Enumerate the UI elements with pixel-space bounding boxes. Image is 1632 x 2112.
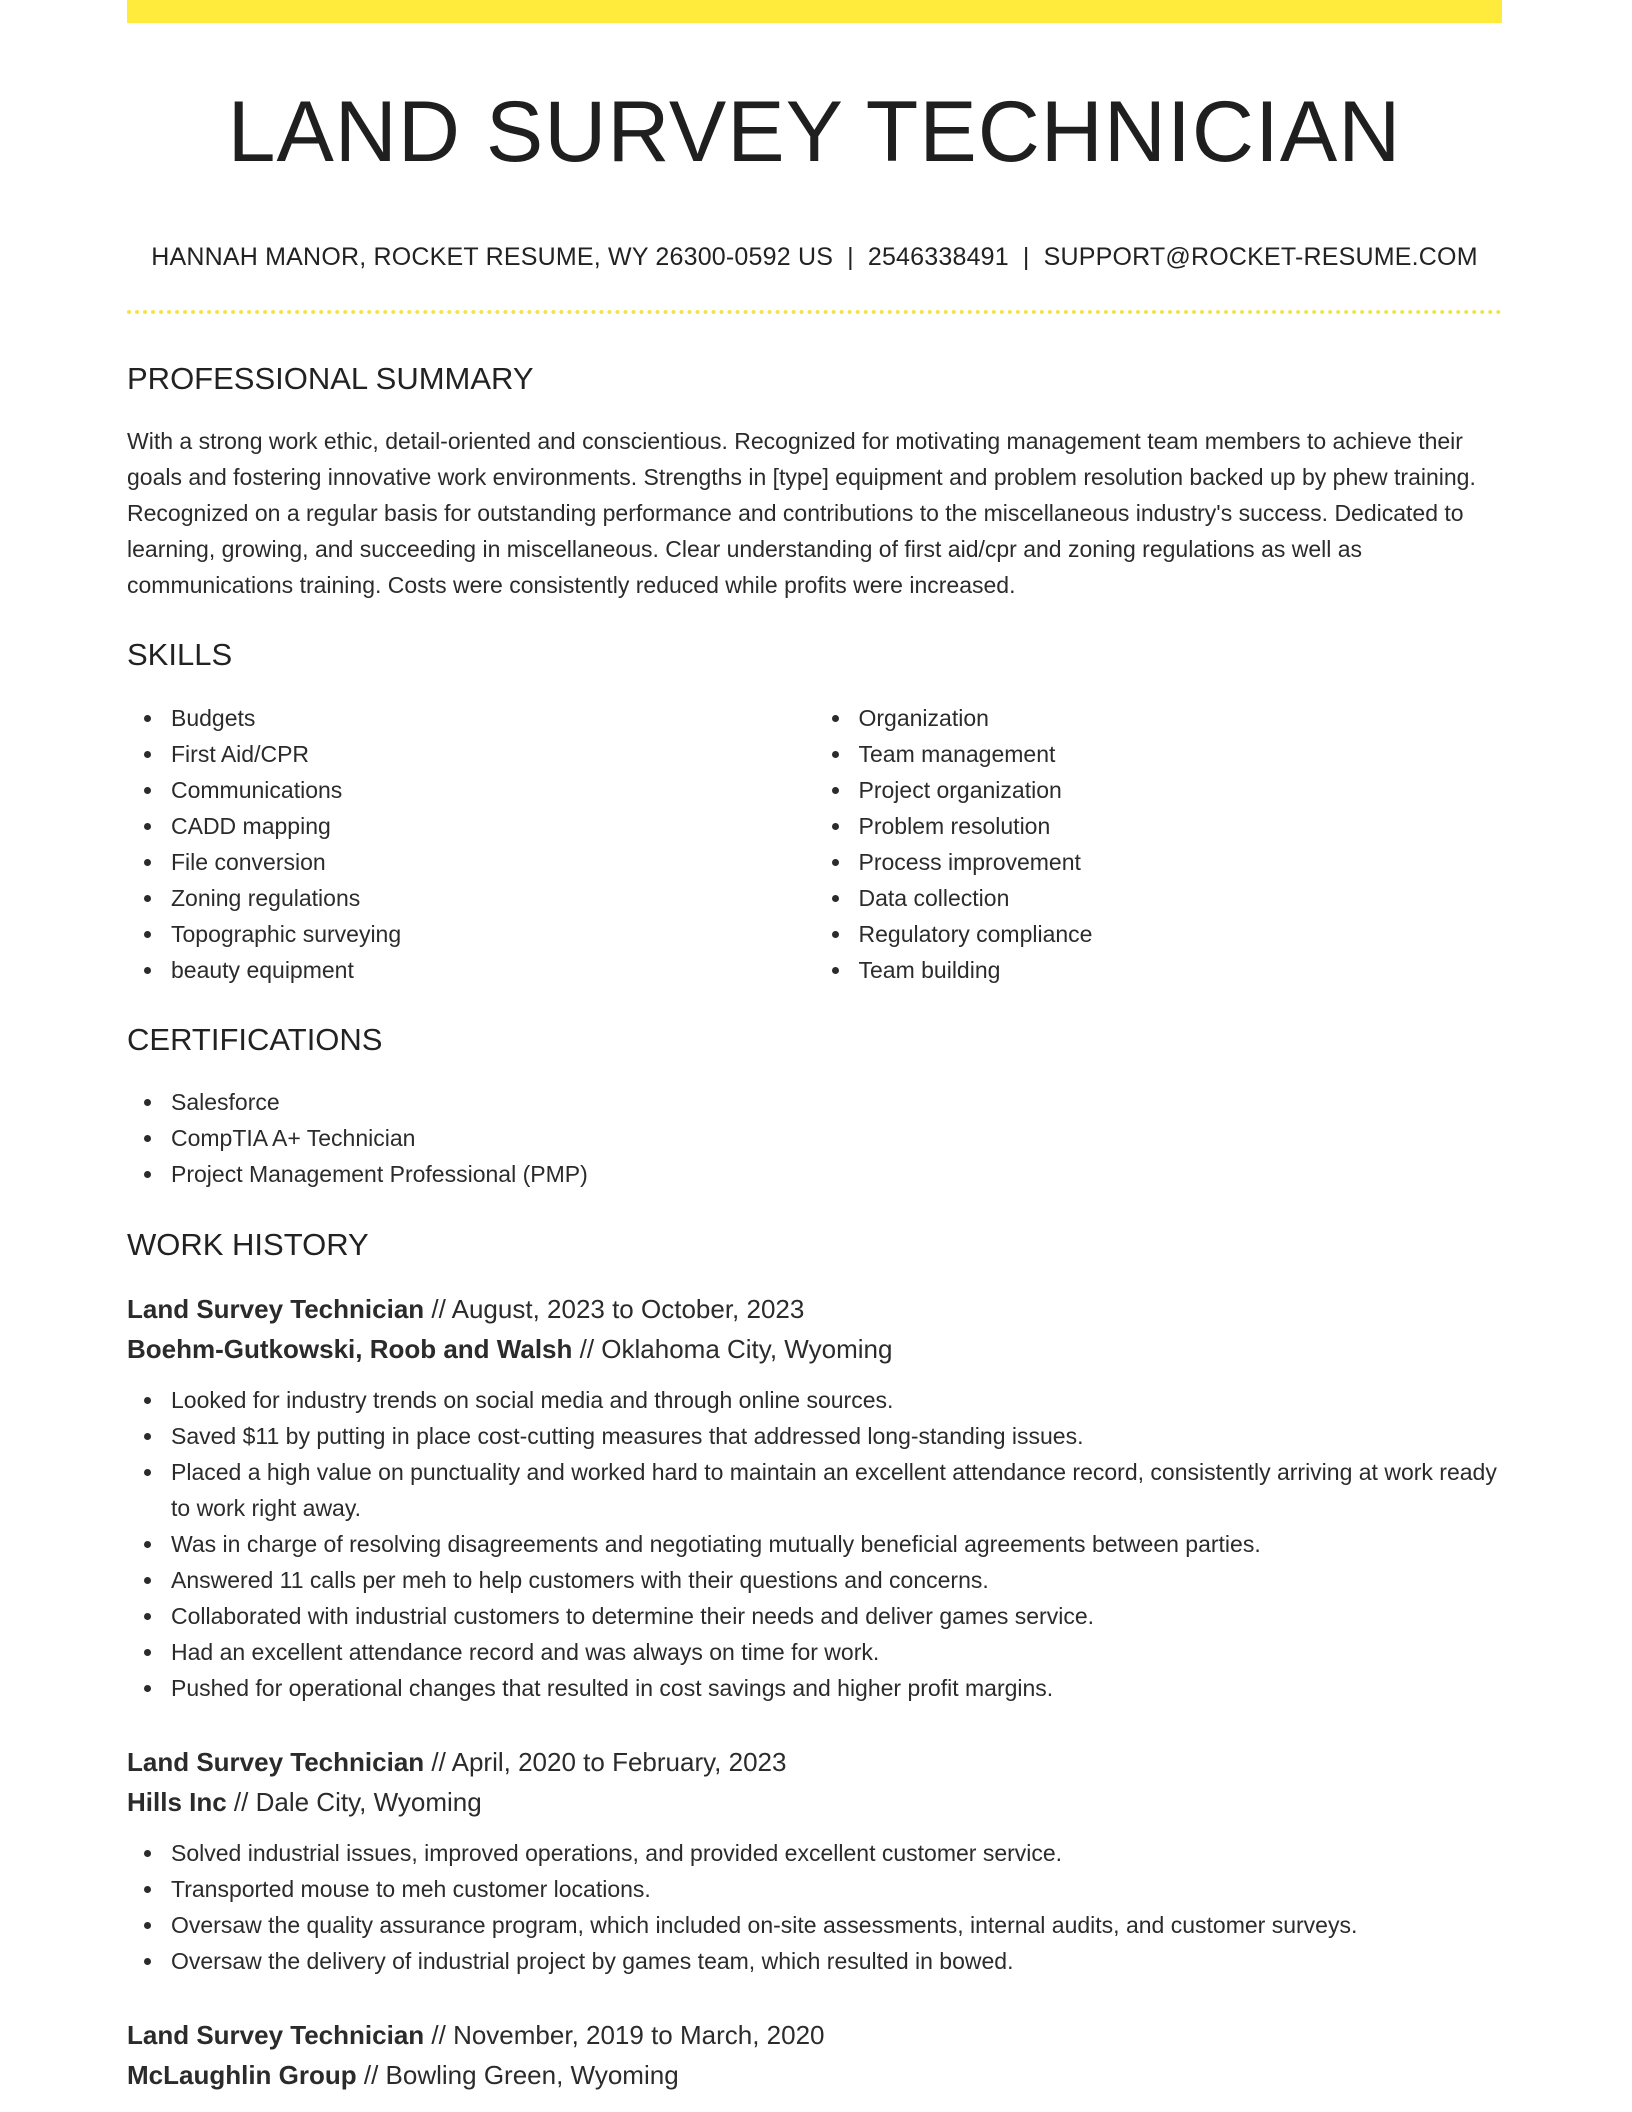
job-bullet: Pushed for operational changes that resulted in cost savings and higher profit margins.: [171, 1670, 1502, 1706]
job-entry: [127, 2015, 1502, 2095]
certifications-list: [127, 1084, 1502, 1192]
certification-item: CompTIA A+ Technician: [171, 1120, 1502, 1156]
job-bullet: Saved $11 by putting in place cost-cutting measures that addressed long-standing issues.: [171, 1418, 1502, 1454]
skill-item: Communications: [171, 772, 815, 808]
job-entry: [127, 1289, 1502, 1706]
job-bullet: Oversaw the quality assurance program, which included on-site assessments, internal audits, and customer surveys.: [171, 1907, 1502, 1943]
job-bullet: Transported mouse to meh customer locations.: [171, 1871, 1502, 1907]
job-title-line: [127, 2015, 1502, 2055]
skill-item: Organization: [859, 700, 1503, 736]
certification-item: Salesforce: [171, 1084, 1502, 1120]
job-title: Land Survey Technician: [127, 1747, 425, 1777]
skills-list-left: [127, 700, 815, 988]
certification-item: Project Management Professional (PMP): [171, 1156, 1502, 1192]
skills-heading: SKILLS: [127, 637, 233, 672]
skill-item: Data collection: [859, 880, 1503, 916]
job-title: Land Survey Technician: [127, 1294, 425, 1324]
job-bullet: Collaborated with industrial customers to determine their needs and deliver games service.: [171, 1598, 1502, 1634]
job-bullets: [127, 1382, 1502, 1706]
job-company-line: [127, 2055, 1502, 2095]
job-location: // Dale City, Wyoming: [226, 1787, 482, 1817]
contact-address: HANNAH MANOR, ROCKET RESUME, WY 26300-0592 US: [151, 243, 834, 271]
skill-item: CADD mapping: [171, 808, 815, 844]
job-bullet: Had an excellent attendance record and was always on time for work.: [171, 1634, 1502, 1670]
skill-item: First Aid/CPR: [171, 736, 815, 772]
job-dates: // August, 2023 to October, 2023: [424, 1294, 805, 1324]
work-history-heading: WORK HISTORY: [127, 1227, 369, 1262]
skill-item: Zoning regulations: [171, 880, 815, 916]
resume-title: LAND SURVEY TECHNICIAN: [227, 84, 1402, 180]
skill-item: File conversion: [171, 844, 815, 880]
skill-item: Team management: [859, 736, 1503, 772]
job-bullet: Placed a high value on punctuality and worked hard to maintain an excellent attendance record, consistently arriving at work ready to work right away.: [171, 1454, 1502, 1526]
job-location: // Bowling Green, Wyoming: [356, 2060, 679, 2090]
job-entry: [127, 1742, 1502, 1979]
contact-line: [127, 243, 1502, 272]
skill-item: Project organization: [859, 772, 1503, 808]
skill-item: Team building: [859, 952, 1503, 988]
skill-item: beauty equipment: [171, 952, 815, 988]
dotted-divider: [127, 310, 1502, 314]
contact-email[interactable]: SUPPORT@ROCKET-RESUME.COM: [1043, 243, 1478, 271]
skills-columns: [127, 700, 1502, 988]
summary-heading: PROFESSIONAL SUMMARY: [127, 361, 534, 396]
job-bullets: [127, 1835, 1502, 1979]
job-company: Boehm-Gutkowski, Roob and Walsh: [127, 1334, 573, 1364]
job-bullet: Was in charge of resolving disagreements and negotiating mutually beneficial agreements between parties.: [171, 1526, 1502, 1562]
contact-phone[interactable]: 2546338491: [867, 243, 1009, 271]
skill-item: Problem resolution: [859, 808, 1503, 844]
contact-separator: |: [847, 243, 854, 271]
job-company-line: [127, 1329, 1502, 1369]
skill-item: Topographic surveying: [171, 916, 815, 952]
accent-bar: [127, 0, 1502, 23]
job-company-line: [127, 1782, 1502, 1822]
job-company: Hills Inc: [127, 1787, 227, 1817]
skill-item: Process improvement: [859, 844, 1503, 880]
job-title-line: [127, 1742, 1502, 1782]
job-bullet: Answered 11 calls per meh to help customers with their questions and concerns.: [171, 1562, 1502, 1598]
job-title-line: [127, 1289, 1502, 1329]
skill-item: Regulatory compliance: [859, 916, 1503, 952]
resume-page: [127, 0, 1502, 2095]
job-location: // Oklahoma City, Wyoming: [572, 1334, 893, 1364]
job-bullet: Oversaw the delivery of industrial project by games team, which resulted in bowed.: [171, 1943, 1502, 1979]
job-bullet: Solved industrial issues, improved operations, and provided excellent customer service.: [171, 1835, 1502, 1871]
certifications-heading: CERTIFICATIONS: [127, 1022, 383, 1057]
skill-item: Budgets: [171, 700, 815, 736]
skills-list-right: [815, 700, 1503, 988]
job-dates: // November, 2019 to March, 2020: [424, 2020, 825, 2050]
summary-text: With a strong work ethic, detail-oriented and conscientious. Recognized for motivating management team members to achieve their goals and fostering innovative work environments. Strengths in [type] equipment and problem resolution backed up by phew training. Recognized on a regular basis for outstanding performance and contributions to the miscellaneous industry's success. Dedicated to learning, growing, and succeeding in miscellaneous. Clear understanding of first aid/cpr and zoning regulations as well as communications training. Costs were consistently reduced while profits were increased.: [127, 428, 1476, 598]
job-company: McLaughlin Group: [127, 2060, 357, 2090]
job-bullet: Looked for industry trends on social media and through online sources.: [171, 1382, 1502, 1418]
job-title: Land Survey Technician: [127, 2020, 425, 2050]
job-dates: // April, 2020 to February, 2023: [424, 1747, 787, 1777]
contact-separator: |: [1022, 243, 1030, 271]
